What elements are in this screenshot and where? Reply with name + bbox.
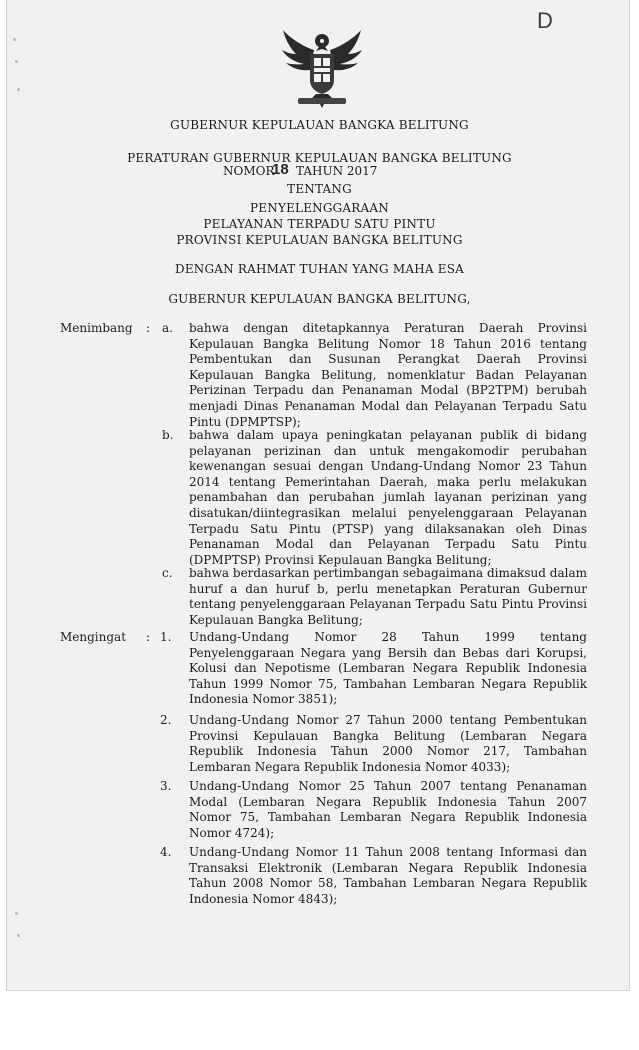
list-item: Undang-Undang Nomor 11 Tahun 2008 tentang Informasi dan Transaksi Elektronik (Lembaran Negara Republik Indonesia Tahun 2008 Nomor 58, Tambahan Lembaran Negara Republik Indonesia Nomor 4843);: [189, 845, 587, 906]
subject-line-1: PENYELENGGARAAN: [250, 201, 389, 215]
tentang-heading: TENTANG: [287, 182, 352, 196]
list-item: Undang-Undang Nomor 25 Tahun 2007 tentang Penanaman Modal (Lembaran Negara Republik Indonesia Tahun 2007 Nomor 75, Tambahan Lembaran Negara Republik Indonesia Nomor 4724);: [189, 779, 587, 840]
mengingat-label: Mengingat: [60, 630, 127, 644]
blessing-line: DENGAN RAHMAT TUHAN YANG MAHA ESA: [175, 262, 464, 276]
mengingat-colon: :: [146, 630, 151, 644]
regulation-number-label: NOMOR: [223, 164, 275, 178]
garuda-emblem-icon: [280, 28, 364, 110]
binder-dot: [17, 88, 20, 91]
regulation-title: PERATURAN GUBERNUR KEPULAUAN BANGKA BELITUNG: [127, 151, 512, 165]
list-item: bahwa berdasarkan pertimbangan sebagaimana dimaksud dalam huruf a dan huruf b, perlu menetapkan Peraturan Gubernur tentang penyelenggaraan Pelayanan Terpadu Satu Pintu Provinsi Kepulauan Bangka Belitung;: [189, 566, 587, 627]
governor-line: GUBERNUR KEPULAUAN BANGKA BELITUNG,: [168, 292, 471, 306]
menimbang-label: Menimbang: [60, 321, 133, 335]
binder-dot: [17, 934, 20, 937]
menimbang-colon: :: [146, 321, 151, 335]
list-item: bahwa dengan ditetapkannya Peraturan Daerah Provinsi Kepulauan Bangka Belitung Nomor 18 Tahun 2016 tentang Pembentukan dan Susunan Perangkat Daerah Provinsi Kepulauan Bangka Belitung, nomenklatur Badan Pelayanan Perizinan Terpadu dan Penanaman Modal (BP2TPM) berubah menjadi Dinas Penanaman Modal dan Pelayanan Terpadu Satu Pintu (DPMPTSP);: [189, 321, 587, 429]
list-item-number: c.: [162, 566, 173, 580]
list-item-number: 1.: [160, 630, 172, 644]
handwritten-mark: D: [537, 8, 553, 33]
document-issuer: GUBERNUR KEPULAUAN BANGKA BELITUNG: [170, 118, 469, 132]
list-item-number: a.: [162, 321, 173, 335]
list-item: bahwa dalam upaya peningkatan pelayanan publik di bidang pelayanan perizinan dan untuk mengakomodir perubahan kewenangan sesuai dengan Undang-Undang Nomor 23 Tahun 2014 tentang Pemerintahan Daerah, maka perlu melakukan penambahan dan perubahan jumlah layanan perizinan yang disatukan/diintegrasikan melalui penyelenggaraan Pelayanan Terpadu Satu Pintu (PTSP) yang dilaksanakan oleh Dinas Penanaman Modal dan Pelayanan Terpadu Satu Pintu (DPMPTSP) Provinsi Kepulauan Bangka Belitung;: [189, 428, 587, 567]
list-item: Undang-Undang Nomor 27 Tahun 2000 tentang Pembentukan Provinsi Kepulauan Bangka Belitung (Lembaran Negara Republik Indonesia Tahun 2000 Nomor 217, Tambahan Lembaran Negara Republik Indonesia Nomor 4033);: [189, 713, 587, 774]
list-item: Undang-Undang Nomor 28 Tahun 1999 tentang Penyelenggaraan Negara yang Bersih dan Bebas dari Korupsi, Kolusi dan Nepotisme (Lembaran Negara Republik Indonesia Tahun 1999 Nomor 75, Tambahan Lembaran Negara Republik Indonesia Nomor 3851);: [189, 630, 587, 707]
list-item-number: 3.: [160, 779, 172, 793]
subject-line-3: PROVINSI KEPULAUAN BANGKA BELITUNG: [176, 233, 463, 247]
list-item-number: 4.: [160, 845, 172, 859]
binder-dot: [15, 912, 18, 915]
regulation-year: TAHUN 2017: [296, 164, 378, 178]
binder-dot: [13, 38, 16, 41]
list-item-number: b.: [162, 428, 174, 442]
binder-dot: [15, 60, 18, 63]
list-item-number: 2.: [160, 713, 172, 727]
subject-line-2: PELAYANAN TERPADU SATU PINTU: [203, 217, 436, 231]
regulation-number: 18: [272, 161, 289, 178]
